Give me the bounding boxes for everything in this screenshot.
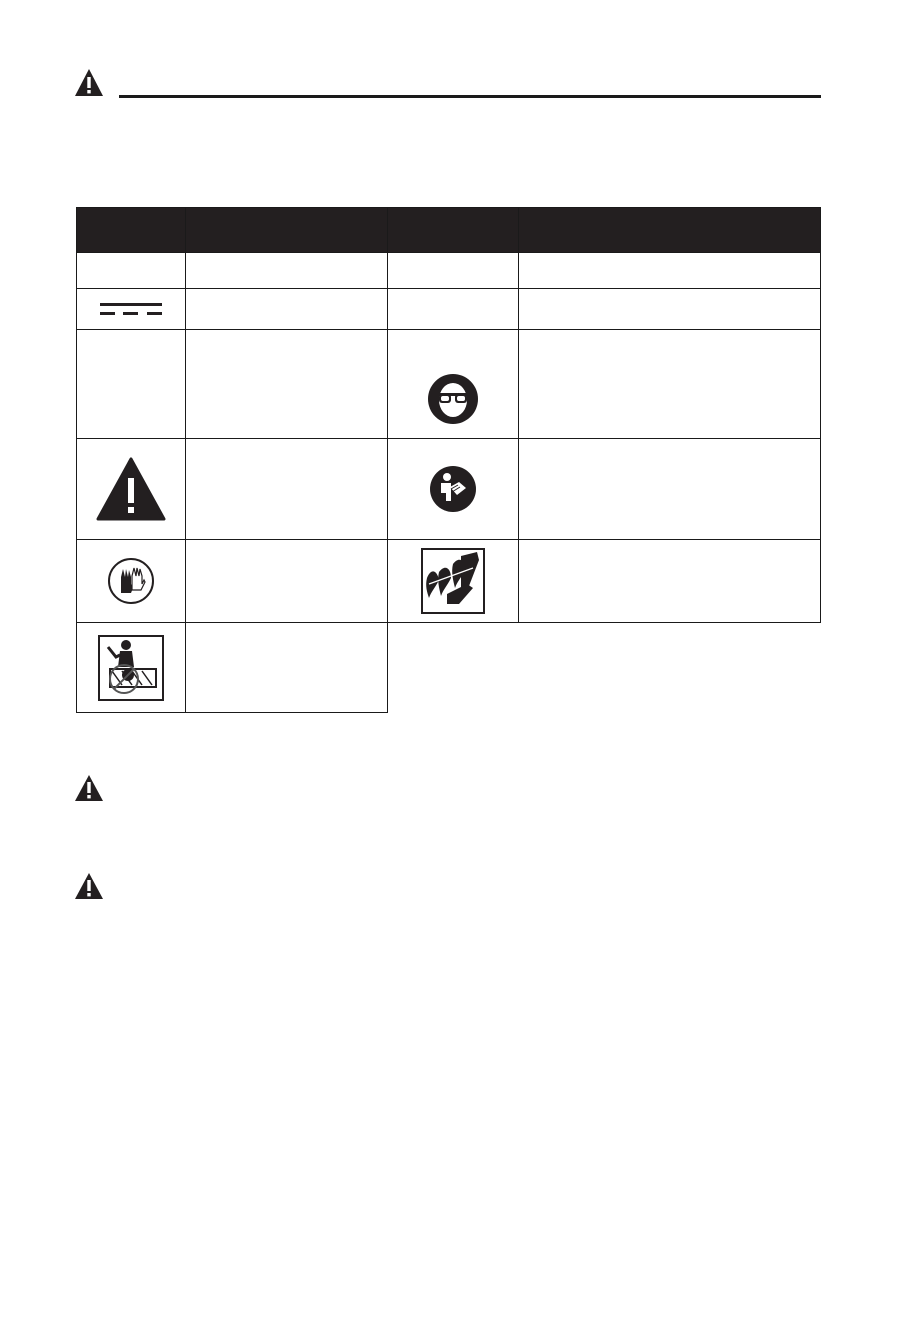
table-row [77, 330, 821, 439]
header-rule [119, 95, 821, 98]
meaning-cell [186, 439, 388, 540]
table-row [77, 289, 821, 330]
table-row [77, 439, 821, 540]
meaning-cell [519, 289, 821, 330]
symbol-cell [388, 253, 519, 289]
meaning-cell [186, 330, 388, 439]
symbol-cell [388, 540, 519, 623]
warning-triangle-icon [74, 68, 104, 98]
symbol-cell [388, 439, 519, 540]
meaning-cell [519, 540, 821, 623]
cutting-hazard-icon [421, 548, 485, 614]
meaning-cell [519, 330, 821, 439]
gloves-icon [107, 557, 155, 605]
keep-bystanders-away-icon [98, 635, 164, 701]
table-row [77, 623, 821, 713]
warning-triangle-icon [96, 457, 166, 521]
meaning-cell [519, 439, 821, 540]
warning-triangle-icon [74, 774, 104, 802]
meaning-cell [186, 540, 388, 623]
symbol-cell [388, 289, 519, 330]
empty-cell [388, 623, 519, 713]
symbol-cell [77, 289, 186, 330]
symbol-cell [77, 253, 186, 289]
symbol-cell [77, 330, 186, 439]
empty-cell [519, 623, 821, 713]
table-header-cell [519, 208, 821, 253]
table-row [77, 253, 821, 289]
table-header-cell [388, 208, 519, 253]
table-header-cell [77, 208, 186, 253]
table-header-row [77, 208, 821, 253]
symbol-cell [77, 439, 186, 540]
symbol-cell [77, 540, 186, 623]
meaning-cell [186, 623, 388, 713]
table-header-cell [186, 208, 388, 253]
table-row [77, 540, 821, 623]
safety-glasses-icon [427, 373, 479, 425]
symbol-cell [77, 623, 186, 713]
symbol-cell [388, 330, 519, 439]
warning-triangle-icon [74, 872, 104, 900]
meaning-cell [186, 289, 388, 330]
direct-current-icon [100, 299, 162, 319]
meaning-cell [519, 253, 821, 289]
meaning-cell [186, 253, 388, 289]
symbols-table [76, 207, 821, 713]
read-manual-icon [429, 465, 477, 513]
